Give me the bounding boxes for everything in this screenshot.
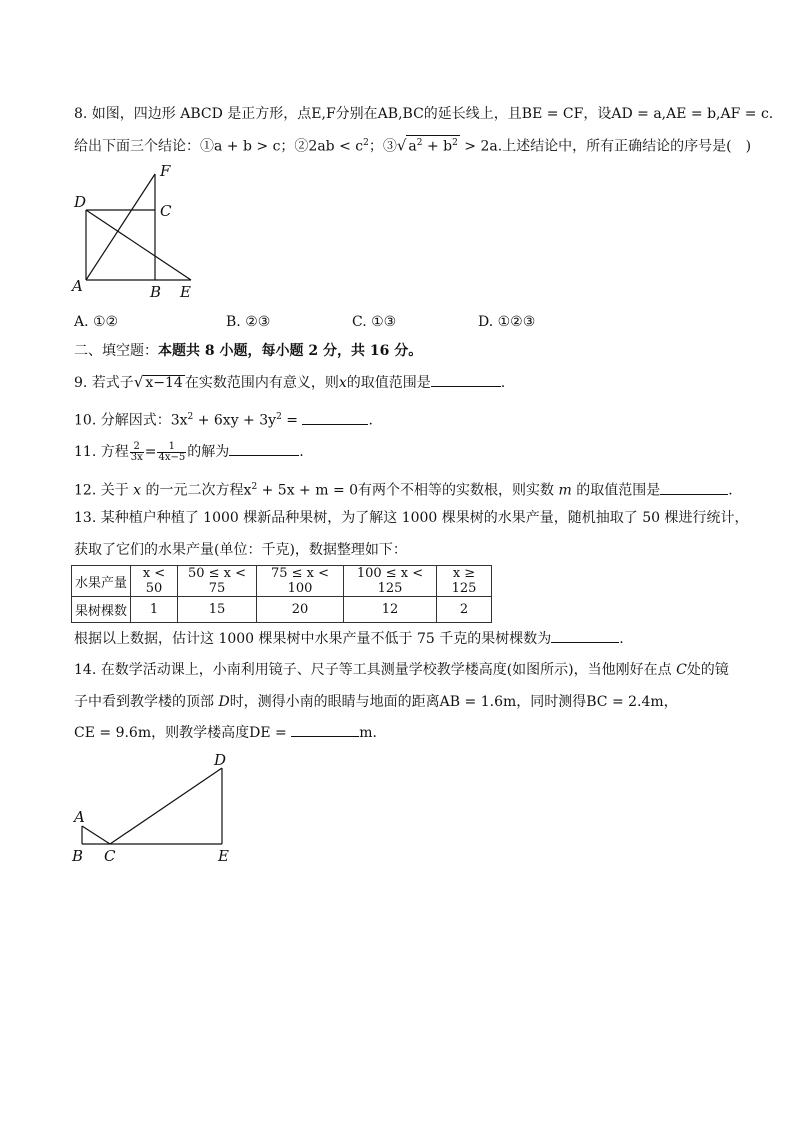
q9-var: x [338, 375, 347, 391]
q10-sup2: 2 [276, 412, 282, 422]
q14-line2 [74, 692, 678, 712]
q12-pre: 12. 关于 [74, 482, 134, 499]
q8-rad-b-sup: 2 [452, 138, 458, 148]
q14-answer-blank[interactable] [291, 722, 359, 737]
q11-end: . [299, 444, 304, 460]
sqrt-sign: √ [133, 373, 144, 391]
q14-line2-post: 时，测得小南的眼睛与地面的距离AB = 1.6m，同时测得BC = 2.4m， [229, 694, 678, 710]
section-prefix: 二、填空题： [74, 343, 158, 359]
q14-line3 [74, 722, 377, 743]
q8-line2-sup: 2 [363, 138, 369, 148]
q13-line1: 13. 某种植户种植了 1000 棵新品种果树，为了解这 1000 棵果树的水果产量，随机抽取了 50 棵进行统计， [74, 510, 749, 526]
table-header-cell: 50 ≤ x < 75 [178, 566, 257, 597]
q13-line2: 获取了它们的水果产量(单位：千克)，数据整理如下： [74, 542, 407, 558]
table-cell: 12 [344, 597, 437, 623]
q12-sup: 2 [251, 482, 258, 492]
q14-line3-pre: CE = 9.6m，则教学楼高度DE = [74, 725, 292, 741]
yield-table [71, 565, 492, 623]
q11-fraction-1 [130, 442, 144, 463]
q9-pre: 9. 若式子 [74, 375, 134, 391]
q8-line2-mid: ；③ [368, 138, 397, 155]
section-description: 本题共 8 小题，每小题 2 分，共 16 分。 [158, 343, 423, 359]
q13-answer-blank[interactable] [551, 628, 619, 643]
q13-end: . [619, 631, 624, 647]
q11-f1-num: 2 [130, 442, 144, 453]
q8-option-b: B. ②③ [226, 314, 271, 330]
q14-mirror-figure [66, 748, 246, 868]
q11-answer-blank[interactable] [229, 441, 299, 456]
q8-line1: 8. 如图，四边形 ABCD 是正方形，点E,F分别在AB,BC的延长线上，且BE = CF，设AD = a,AE = b,AF = c. [74, 106, 774, 122]
q8-line2-post: > 2a.上述结论中，所有正确结论的序号是( ) [459, 138, 752, 155]
q8-line2-pre: 给出下面三个结论：①a + b > c；②2ab < c [74, 138, 364, 155]
table-header-cell: x < 50 [131, 566, 178, 597]
q12-var2: m [558, 482, 572, 499]
q13-line3-text: 根据以上数据，估计这 1000 棵果树中水果产量不低于 75 千克的果树棵数为 [74, 631, 552, 647]
q13-line3 [74, 628, 624, 649]
table-header-cell: 水果产量 [72, 566, 131, 597]
label-a: A [74, 808, 85, 826]
q14-line1 [74, 660, 729, 680]
table-cell: 1 [131, 597, 178, 623]
q9-answer-blank[interactable] [431, 372, 501, 387]
q12-answer-blank[interactable] [660, 480, 728, 495]
q10-answer-blank[interactable] [302, 410, 368, 425]
table-row [72, 597, 492, 623]
table-cell: 15 [178, 597, 257, 623]
q12-post: 的取值范围是 [571, 482, 661, 499]
label-c: C [104, 847, 116, 865]
q14-line1-pre: 14. 在数学活动课上，小南利用镜子、尺子等工具测量学校教学楼高度(如图所示)，当他刚好在点 [74, 662, 677, 678]
q11-post: 的解为 [187, 444, 230, 460]
q8-rad-plus: + b [422, 138, 453, 155]
q11-f2-den: 4x−5 [158, 451, 186, 463]
q8-rad-a: a [408, 138, 417, 155]
q12-mid1: 的一元二次方程x [141, 482, 252, 499]
q11-fraction-2 [157, 442, 186, 463]
label-e: E [180, 283, 191, 301]
label-e: E [218, 847, 229, 865]
q12-mid2: + 5x + m = 0有两个不相等的实数根，则实数 [257, 482, 559, 499]
q12-var: x [133, 482, 142, 499]
q8-line2 [74, 133, 751, 157]
label-f: F [160, 162, 171, 180]
q11-pre: 11. 方程 [74, 444, 129, 460]
segment-de [86, 210, 191, 280]
q11-f1-den: 3x [130, 451, 143, 463]
segment-ac [82, 826, 110, 844]
sqrt-sign: √ [396, 136, 407, 155]
q10-mid: + 6xy + 3y [193, 412, 277, 429]
label-d: D [74, 193, 87, 211]
q10-end: . [368, 412, 373, 429]
section-heading [74, 341, 422, 361]
q8-option-d: D. ①②③ [478, 314, 536, 330]
q9-mid: 在实数范围内有意义，则 [184, 375, 339, 391]
q11-line [74, 441, 304, 463]
q14-line2-pre: 子中看到教学楼的顶部 [74, 694, 219, 710]
q8-radicand [406, 135, 459, 154]
table-header-cell: 100 ≤ x < 125 [344, 566, 437, 597]
q10-eq: = [281, 412, 303, 429]
table-cell: 果树棵数 [72, 597, 131, 623]
q14-line3-post: m. [359, 725, 377, 741]
label-d: D [214, 751, 227, 769]
q11-eq: = [144, 444, 157, 460]
table-cell: 2 [437, 597, 492, 623]
q12-end: . [728, 482, 733, 499]
q8-option-c: C. ①③ [352, 314, 397, 330]
q9-post: 的取值范围是 [346, 375, 431, 391]
segment-cd [110, 768, 222, 844]
segment-af [86, 174, 155, 280]
label-a: A [72, 277, 83, 295]
table-cell: 20 [257, 597, 344, 623]
q8-square-figure [66, 160, 206, 302]
q9-radicand: x−14 [145, 375, 183, 391]
label-c: C [160, 202, 172, 220]
q8-rad-a-sup: 2 [416, 138, 423, 148]
table-header-row [72, 566, 492, 597]
q11-f2-num: 1 [157, 442, 186, 453]
q10-sup1: 2 [187, 412, 194, 422]
table-header-cell: x ≥ 125 [437, 566, 492, 597]
label-b: B [72, 847, 84, 865]
q14-line1-post: 处的镜 [686, 662, 729, 678]
q10-pre: 10. 分解因式：3x [74, 412, 188, 429]
q8-option-a: A. ①② [74, 314, 119, 330]
q9-end: . [500, 375, 506, 391]
label-b: B [150, 283, 162, 301]
q14-line1-var: C [676, 662, 687, 678]
q14-line2-var: D [218, 694, 230, 710]
table-header-cell: 75 ≤ x < 100 [257, 566, 344, 597]
q9-line [74, 372, 505, 393]
q10-line [74, 407, 373, 431]
q12-line [74, 477, 733, 501]
